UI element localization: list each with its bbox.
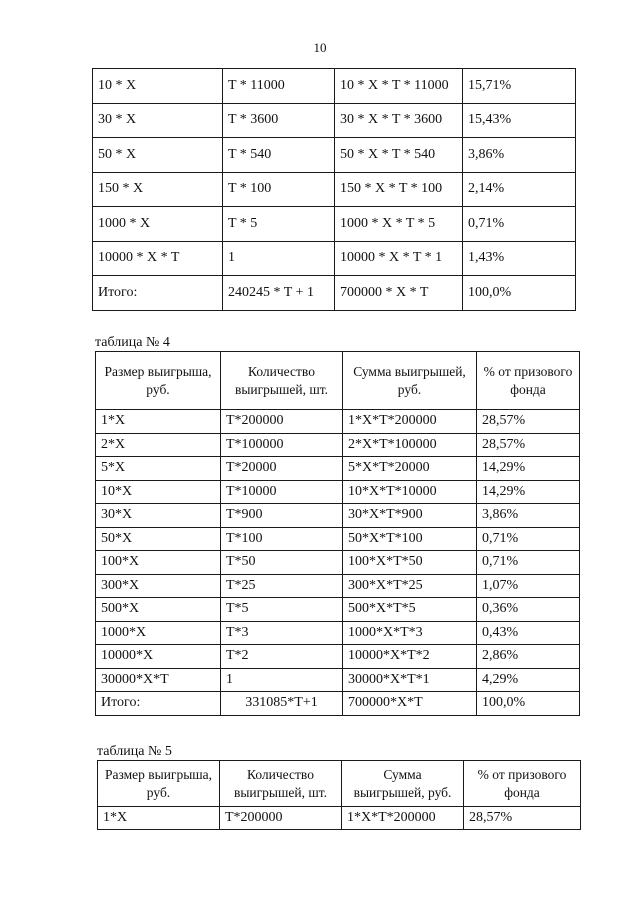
table-cell: 50 * X * T * 540 bbox=[335, 138, 463, 173]
header-fund-percent: % от призового фонда bbox=[477, 352, 580, 410]
table-cell: 10000*X bbox=[96, 645, 221, 669]
table-cell: 1000 * X bbox=[93, 207, 223, 242]
table-cell: 5*X bbox=[96, 457, 221, 481]
table-cell: T * 100 bbox=[223, 172, 335, 207]
table-cell: 14,29% bbox=[477, 480, 580, 504]
header-prize-sum: Сумма выигрышей, руб. bbox=[342, 761, 464, 807]
table-cell: 30*X*T*900 bbox=[343, 504, 477, 528]
table-row bbox=[96, 692, 580, 716]
table-row bbox=[96, 645, 580, 669]
prize-table-5 bbox=[97, 760, 581, 830]
header-prize-size: Размер выигрыша, руб. bbox=[96, 352, 221, 410]
table-cell: 0,43% bbox=[477, 621, 580, 645]
prize-table-3-continuation bbox=[92, 68, 576, 311]
table-row bbox=[96, 621, 580, 645]
table4-header-row bbox=[96, 352, 580, 410]
table-cell: 30 * X * T * 3600 bbox=[335, 103, 463, 138]
table-cell: 1 bbox=[221, 668, 343, 692]
table-row bbox=[93, 138, 576, 173]
table-row bbox=[93, 103, 576, 138]
table-cell: 28,57% bbox=[477, 410, 580, 434]
table-cell: 2*X*T*100000 bbox=[343, 433, 477, 457]
table-cell: 240245 * T + 1 bbox=[223, 276, 335, 311]
table-cell: Итого: bbox=[96, 692, 221, 716]
table-cell: 4,29% bbox=[477, 668, 580, 692]
table-cell: T * 540 bbox=[223, 138, 335, 173]
table-cell: 3,86% bbox=[463, 138, 576, 173]
table-cell: 30*X bbox=[96, 504, 221, 528]
table-cell: 28,57% bbox=[477, 433, 580, 457]
table-row bbox=[96, 480, 580, 504]
table-cell: 0,71% bbox=[477, 527, 580, 551]
table-cell: 1*X*T*200000 bbox=[343, 410, 477, 434]
table5-header-row bbox=[98, 761, 581, 807]
table-row bbox=[93, 172, 576, 207]
table-cell: 28,57% bbox=[464, 807, 581, 830]
table-row bbox=[96, 668, 580, 692]
table3-body bbox=[93, 69, 576, 311]
table-cell: 10*X*T*10000 bbox=[343, 480, 477, 504]
table-cell: 15,71% bbox=[463, 69, 576, 104]
table-cell: T*3 bbox=[221, 621, 343, 645]
table-cell: 15,43% bbox=[463, 103, 576, 138]
table-cell: 500*X bbox=[96, 598, 221, 622]
table-row bbox=[93, 69, 576, 104]
table-cell: T*10000 bbox=[221, 480, 343, 504]
table-row bbox=[96, 504, 580, 528]
header-fund-percent: % от призового фонда bbox=[464, 761, 581, 807]
table-cell: 2,86% bbox=[477, 645, 580, 669]
table-row bbox=[96, 433, 580, 457]
table-cell: 100*X bbox=[96, 551, 221, 575]
header-prize-count: Количество выигрышей, шт. bbox=[221, 352, 343, 410]
table-row bbox=[93, 241, 576, 276]
table-cell: 5*X*T*20000 bbox=[343, 457, 477, 481]
table-cell: 30000*X*T*1 bbox=[343, 668, 477, 692]
table-cell: T*900 bbox=[221, 504, 343, 528]
table-row bbox=[96, 598, 580, 622]
table-cell: 14,29% bbox=[477, 457, 580, 481]
table-cell: 500*X*T*5 bbox=[343, 598, 477, 622]
table-cell: 150 * X * T * 100 bbox=[335, 172, 463, 207]
table-cell: 331085*T+1 bbox=[221, 692, 343, 716]
table-cell: 0,36% bbox=[477, 598, 580, 622]
table-cell: T * 11000 bbox=[223, 69, 335, 104]
table-row bbox=[93, 207, 576, 242]
table-row bbox=[93, 276, 576, 311]
table-cell: 1,07% bbox=[477, 574, 580, 598]
table-cell: 1 bbox=[223, 241, 335, 276]
table-cell: T*20000 bbox=[221, 457, 343, 481]
table-cell: Итого: bbox=[93, 276, 223, 311]
table-cell: 10 * X * T * 11000 bbox=[335, 69, 463, 104]
table-cell: T*5 bbox=[221, 598, 343, 622]
table-cell: 50*X*T*100 bbox=[343, 527, 477, 551]
table-cell: 10 * X bbox=[93, 69, 223, 104]
table-cell: 50*X bbox=[96, 527, 221, 551]
table-cell: 100*X*T*50 bbox=[343, 551, 477, 575]
header-prize-size: Размер выигрыша, руб. bbox=[98, 761, 220, 807]
table-cell: T*100000 bbox=[221, 433, 343, 457]
table-cell: 30000*X*T bbox=[96, 668, 221, 692]
table-cell: 700000 * X * T bbox=[335, 276, 463, 311]
table-cell: 700000*X*T bbox=[343, 692, 477, 716]
table-cell: T*50 bbox=[221, 551, 343, 575]
table-cell: 3,86% bbox=[477, 504, 580, 528]
table-cell: T*2 bbox=[221, 645, 343, 669]
table5-body bbox=[98, 807, 581, 830]
table-cell: 150 * X bbox=[93, 172, 223, 207]
prize-table-4 bbox=[95, 351, 580, 716]
table4-caption: таблица № 4 bbox=[95, 335, 170, 350]
table-cell: 10000 * X * T bbox=[93, 241, 223, 276]
header-prize-sum: Сумма выигрышей, руб. bbox=[343, 352, 477, 410]
table-row bbox=[96, 574, 580, 598]
table-cell: 300*X*T*25 bbox=[343, 574, 477, 598]
table-cell: 100,0% bbox=[477, 692, 580, 716]
table-cell: 1*X bbox=[98, 807, 220, 830]
table-cell: 2,14% bbox=[463, 172, 576, 207]
table-cell: 30 * X bbox=[93, 103, 223, 138]
table-cell: 1000*X*T*3 bbox=[343, 621, 477, 645]
table4-body bbox=[96, 410, 580, 716]
table-cell: 10*X bbox=[96, 480, 221, 504]
table-cell: 1*X bbox=[96, 410, 221, 434]
table-cell: 0,71% bbox=[477, 551, 580, 575]
page-number: 10 bbox=[313, 40, 327, 55]
header-prize-count: Количество выигрышей, шт. bbox=[220, 761, 342, 807]
table5-caption: таблица № 5 bbox=[97, 744, 172, 759]
table-cell: T * 5 bbox=[223, 207, 335, 242]
table-cell: T*200000 bbox=[220, 807, 342, 830]
table-cell: 1,43% bbox=[463, 241, 576, 276]
table-cell: T*100 bbox=[221, 527, 343, 551]
table-cell: 50 * X bbox=[93, 138, 223, 173]
table-row bbox=[96, 457, 580, 481]
table-cell: 2*X bbox=[96, 433, 221, 457]
table-cell: 10000 * X * T * 1 bbox=[335, 241, 463, 276]
table-row bbox=[96, 551, 580, 575]
table-cell: T*25 bbox=[221, 574, 343, 598]
table-row bbox=[96, 527, 580, 551]
table-row bbox=[96, 410, 580, 434]
table-cell: 100,0% bbox=[463, 276, 576, 311]
table-cell: 1*X*T*200000 bbox=[342, 807, 464, 830]
table-cell: 1000*X bbox=[96, 621, 221, 645]
table-cell: 10000*X*T*2 bbox=[343, 645, 477, 669]
table-cell: T * 3600 bbox=[223, 103, 335, 138]
table-row bbox=[98, 807, 581, 830]
table-cell: 1000 * X * T * 5 bbox=[335, 207, 463, 242]
table-cell: 300*X bbox=[96, 574, 221, 598]
table-cell: T*200000 bbox=[221, 410, 343, 434]
table-cell: 0,71% bbox=[463, 207, 576, 242]
